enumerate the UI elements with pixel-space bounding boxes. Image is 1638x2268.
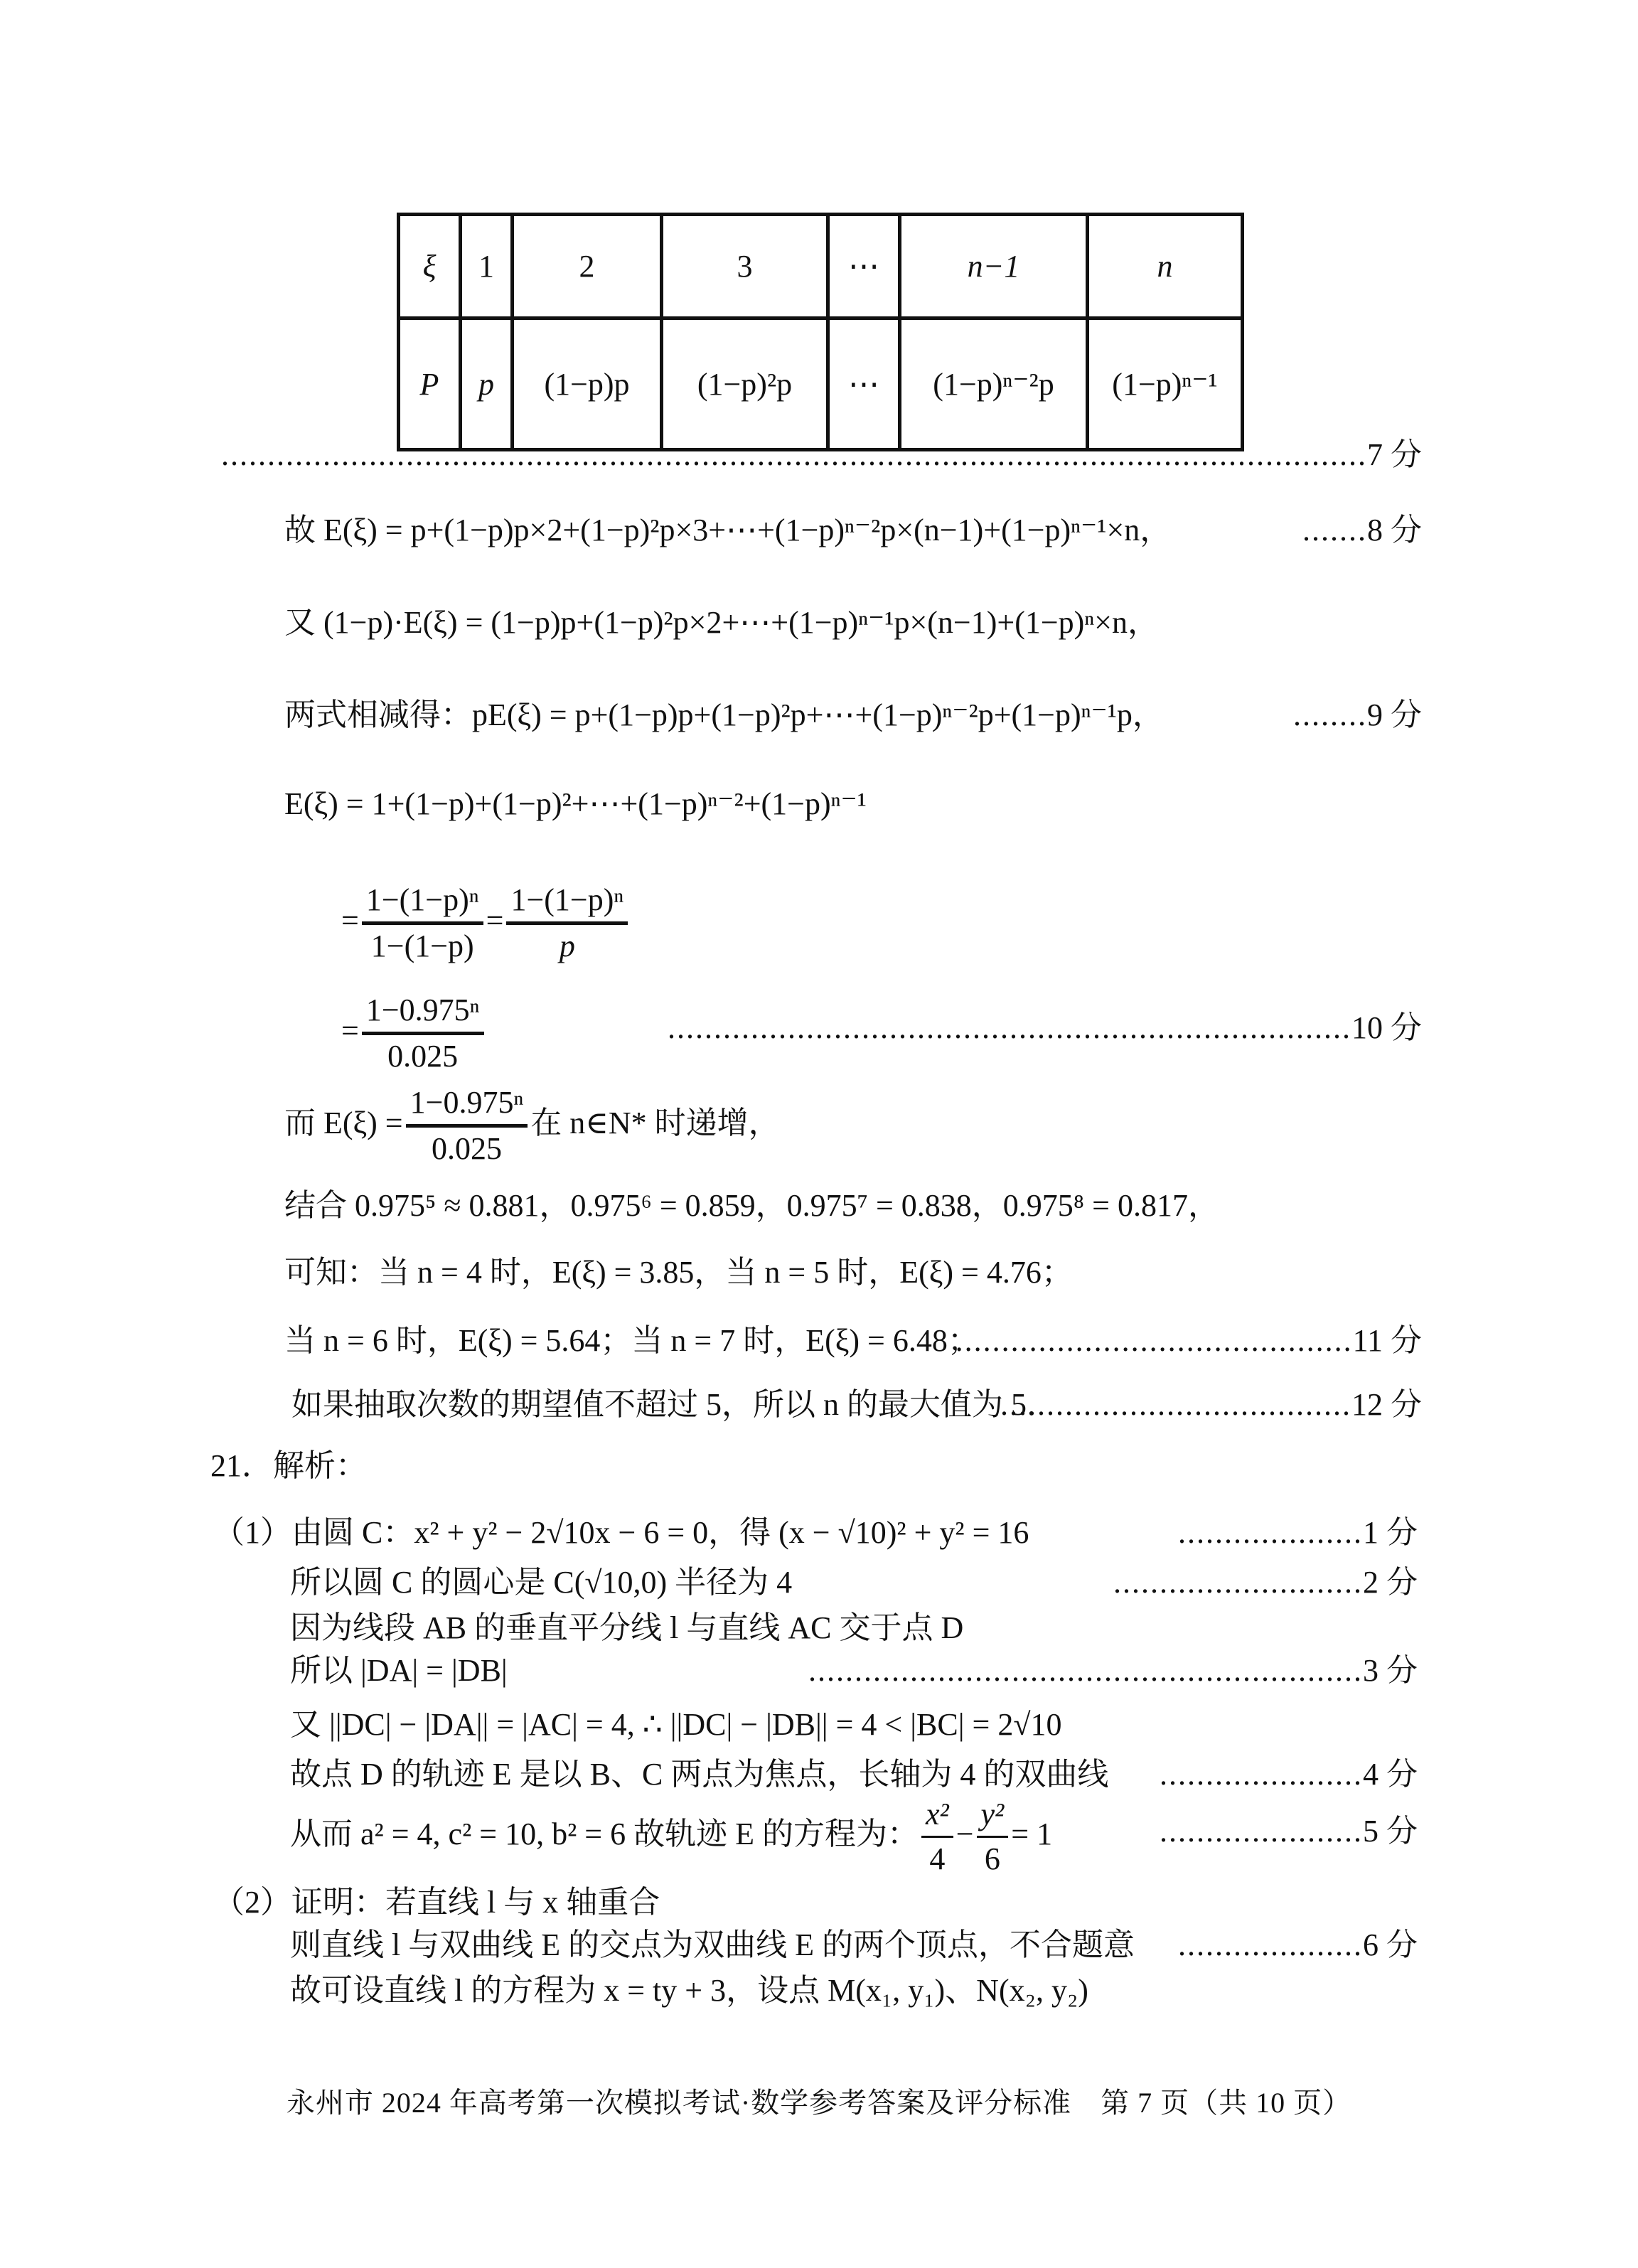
formula-text: 而 E(ξ) = (284, 1106, 403, 1140)
q21-part2-line2 (290, 1925, 1135, 1965)
score-marker-q21-5 (1160, 1812, 1418, 1851)
numerator: 1−(1−p)ⁿ (362, 879, 483, 925)
formula-text: 在 n∈N* 时递增， (530, 1106, 780, 1140)
formula-text: 从而 a² = 4, c² = 10, b² = 6 故轨迹 E 的方程为： (290, 1817, 919, 1851)
score-marker-11 (956, 1321, 1422, 1361)
score-label: 4 分 (1363, 1757, 1418, 1792)
score-label: 2 分 (1363, 1565, 1418, 1600)
numerator: y² (977, 1793, 1009, 1838)
table-cell: n−1 (900, 215, 1088, 319)
conclusion-line (291, 1385, 1058, 1425)
denominator: 0.025 (431, 1131, 502, 1167)
formula-text: 又 ||DC| − |DA|| = |AC| = 4, ∴ ||DC| − |DB|| = 4 < |BC| = 2√10 (290, 1707, 1062, 1742)
table-cell: n (1088, 215, 1243, 319)
formula-text: 则直线 l 与双曲线 E 的交点为双曲线 E 的两个顶点，不合题意 (290, 1927, 1135, 1962)
score-marker-12 (1000, 1385, 1422, 1425)
formula-text: 故点 D 的轨迹 E 是以 B、C 两点为焦点，长轴为 4 的双曲线 (290, 1757, 1109, 1792)
formula-text: 又 (1−p)·E(ξ) = (1−p)p+(1−p)²p×2+⋯+(1−p)ⁿ⁻¹p×(n−1)+(1−p)ⁿ×n， (284, 605, 1160, 640)
table-cell: (1−p)ⁿ⁻¹ (1088, 319, 1243, 450)
table-cell: ⋯ (828, 319, 900, 450)
score-label: 7 分 (1367, 437, 1422, 472)
fraction (362, 989, 484, 1078)
n6-n7-line (284, 1321, 979, 1361)
part-label: （2） (213, 1885, 291, 1920)
leader-dots: ............................................................ (808, 1653, 1363, 1688)
leader-dots: ....... (1302, 513, 1367, 547)
score-marker-q21-4 (1160, 1755, 1418, 1794)
fraction (406, 1081, 528, 1170)
q21-part1-line5 (290, 1705, 1062, 1745)
combine-values-line (284, 1186, 1219, 1226)
fraction-y (977, 1793, 1009, 1881)
denominator: 6 (984, 1841, 1000, 1877)
leader-dots: ............................................................................................................................ (221, 437, 1367, 472)
formula-text: 由圆 C：x² + y² − 2√10x − 6 = 0，得 (x − √10)² + y² = 16 (291, 1515, 1029, 1550)
formula-text: 当 n = 6 时，E(ξ) = 5.64；当 n = 7 时，E(ξ) = 6.48； (284, 1323, 979, 1358)
question-21-heading (210, 1446, 367, 1486)
score-label: 11 分 (1352, 1323, 1422, 1358)
score-label: 3 分 (1363, 1653, 1418, 1688)
table-cell: 3 (662, 215, 828, 319)
numerator: 1−0.975ⁿ (406, 1081, 528, 1128)
table-cell: (1−p)p (513, 319, 662, 450)
subtraction-formula-line (284, 695, 1164, 735)
score-label: 1 分 (1363, 1515, 1418, 1550)
equals-sign: = (486, 903, 504, 938)
leader-dots: ........................... (1113, 1565, 1363, 1600)
table-cell: (1−p)ⁿ⁻²p (900, 319, 1088, 450)
denominator: 0.025 (387, 1039, 459, 1074)
denominator: 4 (929, 1841, 946, 1877)
score-marker-7 (221, 435, 1422, 475)
leader-dots: ...................... (1160, 1814, 1363, 1849)
q21-part1-line7 (290, 1792, 1052, 1877)
leader-dots: .................... (1178, 1515, 1363, 1550)
table-row-values (399, 215, 1243, 319)
leader-dots: .................... (1178, 1927, 1363, 1962)
score-marker-9 (1293, 695, 1422, 735)
denominator: 1−(1−p) (370, 929, 474, 964)
score-label: 9 分 (1367, 697, 1422, 732)
numerator: 1−(1−p)ⁿ (506, 879, 628, 925)
footer-text: 永州市 2024 年高考第一次模拟考试·数学参考答案及评分标准 第 7 页（共 10 页） (286, 2087, 1352, 2119)
formula-text: 因为线段 AB 的垂直平分线 l 与直线 AC 交于点 D (290, 1610, 964, 1645)
numerator: 1−0.975ⁿ (362, 989, 484, 1035)
part-label: （1） (213, 1515, 291, 1550)
formula-text: = 1 (1011, 1817, 1053, 1851)
table-cell: (1−p)²p (662, 319, 828, 450)
leader-dots: .......................................................................... (668, 1010, 1351, 1045)
score-label: 6 分 (1363, 1927, 1418, 1962)
leader-dots: ........................................... (955, 1323, 1353, 1358)
table-cell: ξ (399, 215, 461, 319)
distribution-table (397, 213, 1244, 451)
table-cell: P (399, 319, 461, 450)
score-label: 5 分 (1363, 1814, 1418, 1849)
fraction-x (921, 1793, 953, 1881)
formula-text: 两式相减得：pE(ξ) = p+(1−p)p+(1−p)²p+⋯+(1−p)ⁿ⁻²p+(1−p)ⁿ⁻¹p， (284, 697, 1164, 732)
leader-dots: ...................... (1160, 1757, 1363, 1792)
formula-text: 故可设直线 l 的方程为 x = ty + 3，设点 M(x₁, y₁)、N(x₂, y₂) (290, 1973, 1088, 2008)
page-footer (0, 2083, 1638, 2123)
score-label: 8 分 (1367, 513, 1422, 547)
sum-formula-line (284, 784, 867, 824)
leader-dots: ...................................... (1000, 1387, 1351, 1422)
score-label: 12 分 (1351, 1387, 1422, 1422)
score-label: 10 分 (1351, 1010, 1422, 1045)
q21-part1-line1 (213, 1513, 1029, 1553)
heading-text: 21．解析： (210, 1448, 367, 1483)
q21-part1-line4 (290, 1651, 508, 1691)
table-row-probabilities (399, 319, 1243, 450)
formula-text: 故 E(ξ) = p+(1−p)p×2+(1−p)²p×3+⋯+(1−p)ⁿ⁻²p×(n−1)+(1−p)ⁿ⁻¹×n， (284, 513, 1172, 547)
formula-text: 可知：当 n = 4 时，E(ξ) = 3.85，当 n = 5 时，E(ξ) = 4.76； (284, 1255, 1073, 1290)
score-marker-8 (1302, 510, 1422, 550)
score-marker-q21-2 (1113, 1563, 1418, 1603)
score-marker-q21-6 (1178, 1925, 1418, 1965)
minus-sign: − (956, 1817, 974, 1851)
table-cell: 2 (513, 215, 662, 319)
leader-dots: ........ (1293, 697, 1367, 732)
score-marker-q21-3 (808, 1651, 1418, 1691)
known-values-line (284, 1253, 1073, 1293)
q21-part2-line3 (290, 1971, 1088, 2011)
table-cell: 1 (461, 215, 513, 319)
q21-part1-line2 (290, 1563, 792, 1603)
equals-sign: = (341, 903, 359, 938)
score-marker-10 (668, 1008, 1422, 1048)
geometric-sum-fraction-line (341, 871, 631, 970)
multiplied-formula-line (284, 603, 1159, 643)
formula-text: 证明：若直线 l 与 x 轴重合 (291, 1885, 660, 1920)
expectation-formula-line (284, 510, 1171, 550)
increasing-statement-line (284, 1077, 780, 1170)
denominator: p (559, 929, 575, 964)
formula-text: E(ξ) = 1+(1−p)+(1−p)²+⋯+(1−p)ⁿ⁻²+(1−p)ⁿ⁻¹ (284, 786, 867, 821)
numerator: x² (921, 1793, 953, 1838)
equals-sign: = (341, 1013, 359, 1048)
fraction (362, 879, 483, 968)
q21-part1-line3 (290, 1608, 963, 1648)
table-cell: ⋯ (828, 215, 900, 319)
formula-text: 结合 0.975⁵ ≈ 0.881，0.975⁶ = 0.859，0.975⁷ = 0.838，0.975⁸ = 0.817， (284, 1188, 1219, 1223)
formula-text: 所以 |DA| = |DB| (290, 1653, 508, 1688)
score-marker-q21-1 (1178, 1513, 1418, 1553)
q21-part1-line6 (290, 1755, 1108, 1794)
fraction (506, 879, 628, 968)
formula-text: 如果抽取次数的期望值不超过 5，所以 n 的最大值为 5． (291, 1387, 1058, 1422)
table-cell: p (461, 319, 513, 450)
formula-text: 所以圆 C 的圆心是 C(√10,0) 半径为 4 (290, 1565, 793, 1600)
numeric-fraction-line (341, 985, 487, 1077)
q21-part2-line1 (213, 1883, 660, 1922)
